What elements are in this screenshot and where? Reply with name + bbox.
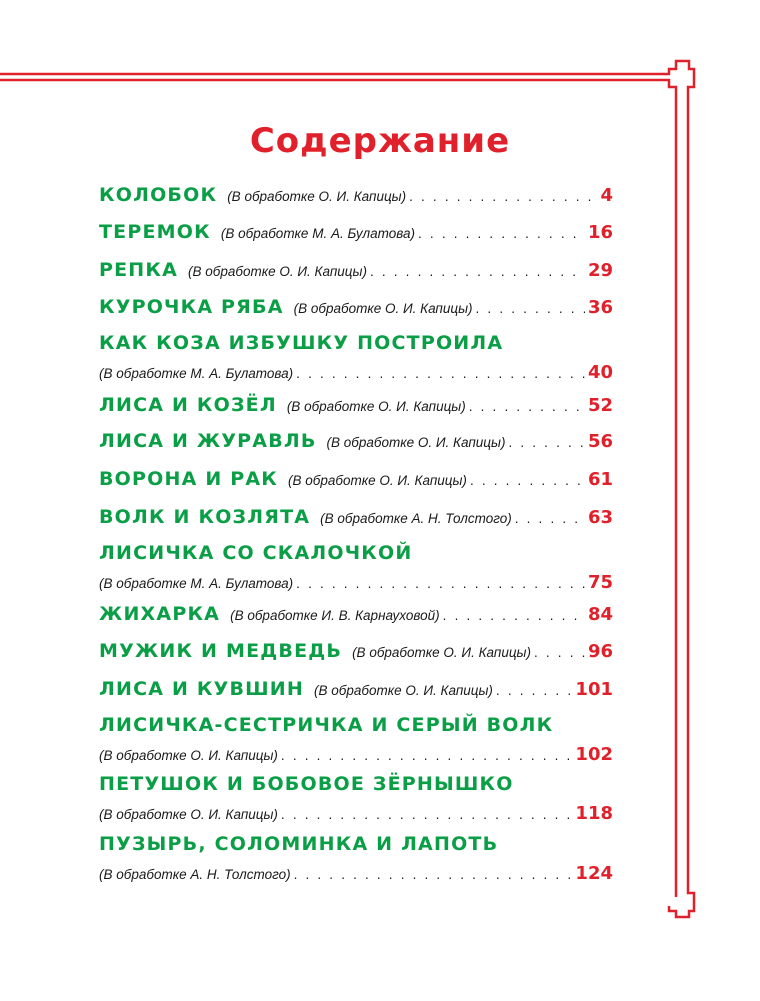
dot-leader [534, 638, 585, 666]
toc-entry[interactable] [99, 710, 613, 770]
entry-title: РЕПКА [99, 259, 179, 281]
entry-title: ЛИСА И КУВШИН [99, 678, 304, 700]
entry-page-number: 56 [587, 431, 613, 452]
toc-entry[interactable] [99, 538, 613, 598]
entry-page-number: 75 [587, 572, 613, 593]
entry-page-number: 63 [587, 507, 613, 528]
toc-entry[interactable] [99, 292, 613, 322]
dot-leader [418, 219, 585, 247]
entry-title: ЖИХАРКА [99, 603, 221, 625]
entry-note: (В обработке О. И. Капицы) [188, 264, 367, 279]
toc-entry[interactable] [99, 255, 613, 285]
entry-title: ТЕРЕМОК [99, 221, 211, 243]
dot-leader [508, 428, 584, 456]
entry-page-number: 4 [600, 185, 613, 206]
toc-entry[interactable] [99, 599, 613, 629]
dot-leader [281, 800, 573, 829]
entry-note: (В обработке О. И. Капицы) [293, 301, 473, 316]
dot-leader [476, 294, 585, 322]
toc-entry[interactable] [99, 390, 613, 420]
toc-entry[interactable] [99, 180, 613, 210]
entry-page-number: 61 [587, 469, 613, 490]
page-title: Содержание [249, 121, 511, 161]
dot-leader [496, 676, 573, 704]
entry-page-number: 40 [587, 362, 613, 383]
dot-leader [470, 466, 585, 494]
entry-note: (В обработке М. А. Булатова) [220, 226, 416, 241]
entry-page-number: 118 [575, 803, 613, 824]
toc-entry[interactable] [99, 636, 613, 666]
entry-note: (В обработке О. И. Капицы) [352, 645, 531, 660]
entry-title: ПУЗЫРЬ, СОЛОМИНКА И ЛАПОТЬ [99, 833, 499, 855]
dot-leader [515, 504, 585, 532]
entry-title: ПЕТУШОК И БОБОВОЕ ЗЁРНЫШКО [99, 773, 514, 795]
entry-note: (В обработке О. И. Капицы) [99, 748, 278, 763]
entry-title: ВОРОНА И РАК [99, 468, 279, 490]
entry-page-number: 36 [587, 297, 613, 318]
entry-note: (В обработке О. И. Капицы) [326, 435, 506, 450]
entry-page-number: 124 [575, 863, 613, 884]
dot-leader [370, 257, 585, 285]
dot-leader [469, 392, 585, 420]
toc-entry[interactable] [99, 217, 613, 247]
toc-entry[interactable] [99, 464, 613, 494]
entry-page-number: 16 [587, 222, 613, 243]
toc-entry[interactable] [99, 328, 613, 388]
entry-title: КОЛОБОК [99, 184, 218, 206]
toc-entry[interactable] [99, 426, 613, 456]
entry-note: (В обработке О. И. Капицы) [286, 399, 466, 414]
entry-title: КАК КОЗА ИЗБУШКУ ПОСТРОИЛА [99, 332, 504, 354]
entry-page-number: 102 [575, 744, 613, 765]
entry-note: (В обработке О. И. Капицы) [314, 683, 493, 698]
entry-note: (В обработке О. И. Капицы) [227, 189, 407, 204]
dot-leader [443, 601, 585, 629]
entry-title: ЛИСА И ЖУРАВЛЬ [99, 430, 317, 452]
toc-entry[interactable] [99, 769, 613, 829]
entry-note: (В обработке А. Н. Толстого) [320, 511, 512, 526]
dot-leader [296, 359, 585, 388]
dot-leader [409, 182, 597, 210]
entry-page-number: 96 [587, 641, 613, 662]
entry-title: ЛИСИЧКА-СЕСТРИЧКА И СЕРЫЙ ВОЛК [99, 714, 554, 736]
entry-note: (В обработке И. В. Карнауховой) [230, 608, 440, 623]
entry-title: ЛИСИЧКА СО СКАЛОЧКОЙ [99, 542, 413, 564]
entry-title: КУРОЧКА РЯБА [99, 296, 284, 318]
entry-page-number: 52 [587, 395, 613, 416]
entry-note: (В обработке М. А. Булатова) [99, 366, 294, 381]
entry-page-number: 84 [587, 604, 613, 625]
entry-note: (В обработке М. А. Булатова) [99, 576, 294, 591]
entry-title: МУЖИК И МЕДВЕДЬ [99, 640, 343, 662]
entry-page-number: 101 [575, 679, 613, 700]
dot-leader [296, 569, 585, 598]
dot-leader [281, 741, 573, 770]
toc-entry[interactable] [99, 674, 613, 704]
entry-note: (В обработке О. И. Капицы) [288, 473, 467, 488]
entry-note: (В обработке О. И. Капицы) [99, 807, 278, 822]
dot-leader [294, 860, 573, 889]
toc-entry[interactable] [99, 829, 613, 889]
entry-title: ВОЛК И КОЗЛЯТА [99, 506, 311, 528]
entry-note: (В обработке А. Н. Толстого) [99, 867, 291, 882]
toc-entry[interactable] [99, 502, 613, 532]
entry-title: ЛИСА И КОЗЁЛ [99, 394, 277, 416]
entry-page-number: 29 [587, 260, 613, 281]
